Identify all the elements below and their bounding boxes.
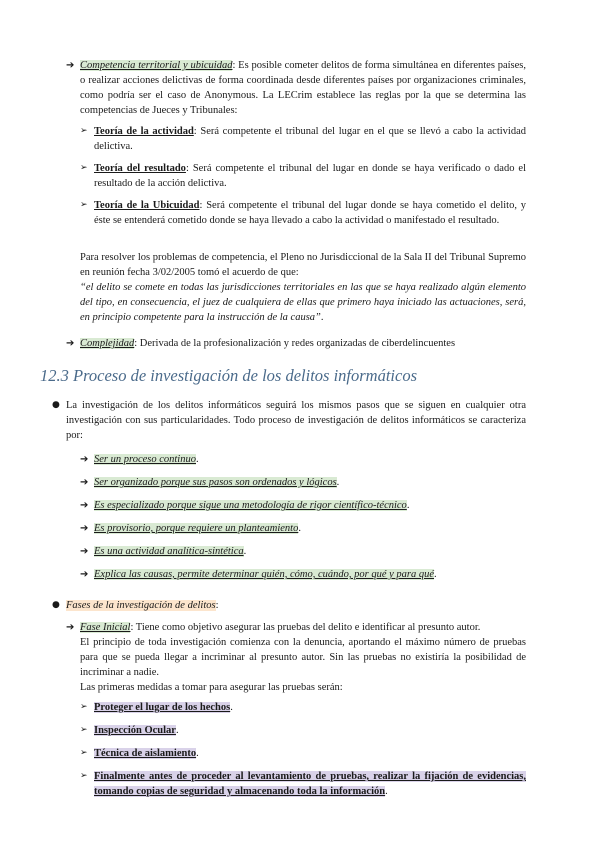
section-heading: 12.3 Proceso de investigación de los delitos informáticos	[40, 366, 418, 385]
caracteristica-text: Es especializado porque sigue una metodología de rigor científico-técnico	[94, 500, 407, 511]
medida-text: Técnica de aislamiento	[94, 748, 197, 759]
caracteristica-text: Ser organizado porque sus pasos son ordenados y lógicos	[94, 477, 337, 488]
fase-inicial-term: Fase Inicial	[80, 622, 131, 633]
period: .	[195, 454, 199, 465]
principio-text: El principio de toda investigación comienza con la denuncia, aportando el máximo número de pruebas para que se pueda llegar a incriminar al presunto autor. Sin las pruebas no existiría la posibilidad de incriminar a nadie.	[80, 637, 526, 678]
arrow-bullet-icon: ➔	[80, 546, 89, 557]
investigacion-text: La investigación de los delitos informáticos seguirá los mismos pasos que se siguen en cualquier otra investigación con sus particularidades. Todo proceso de investigación de delitos informáticos se caracteriza por:	[66, 400, 526, 441]
triangle-bullet-icon: ➢	[80, 200, 88, 210]
triangle-bullet-icon: ➢	[80, 702, 88, 712]
fase-inicial-paragraph	[80, 620, 526, 695]
investigacion-paragraph	[66, 398, 526, 443]
caracteristica-text: Ser un proceso continuo	[94, 454, 196, 465]
pleno-intro: Para resolver los problemas de competencia, el Pleno no Jurisdiccional de la Sala II del Tribunal Supremo en reunión fecha 3/02/2005 tomó el acuerdo de que:	[80, 252, 526, 278]
teoria-term: Teoría del resultado	[94, 163, 186, 174]
caracteristica-item	[94, 544, 526, 559]
fases-title: Fases de la investigación de delitos	[66, 600, 216, 611]
arrow-bullet-icon: ➔	[66, 338, 75, 349]
caracteristica-item	[94, 521, 526, 536]
triangle-bullet-icon: ➢	[80, 725, 88, 735]
medida-item	[94, 700, 526, 715]
medida-item	[94, 769, 526, 799]
competencia-term: Competencia territorial y ubicuidad	[80, 60, 233, 71]
period: .	[385, 786, 388, 797]
period: .	[175, 725, 179, 736]
arrow-bullet-icon: ➔	[80, 500, 89, 511]
medida-text: Finalmente antes de proceder al levantamiento de pruebas, realizar la fijación de evidencias, tomando copias de seguridad y almacenando toda la información	[94, 771, 526, 797]
triangle-bullet-icon: ➢	[80, 126, 88, 136]
fase-inicial-text: : Tiene como objetivo asegurar las pruebas del delito e identificar al presunto autor.	[130, 622, 481, 633]
teoria-actividad	[94, 124, 526, 154]
complejidad-paragraph	[80, 336, 526, 351]
arrow-bullet-icon: ➔	[80, 569, 89, 580]
triangle-bullet-icon: ➢	[80, 771, 88, 781]
caracteristica-text: Es provisorio, porque requiere un planteamiento	[94, 523, 299, 534]
medida-item	[94, 746, 526, 761]
teoria-term: Teoría de la Ubicuidad	[94, 200, 200, 211]
fases-colon: :	[215, 600, 219, 611]
arrow-bullet-icon: ➔	[80, 477, 89, 488]
period: .	[230, 702, 233, 713]
teoria-term: Teoría de la actividad	[94, 126, 194, 137]
arrow-bullet-icon: ➔	[80, 523, 89, 534]
bullet-icon: ●	[52, 600, 60, 610]
caracteristica-item	[94, 452, 526, 467]
competencia-paragraph	[80, 58, 526, 118]
arrow-bullet-icon: ➔	[66, 622, 75, 633]
triangle-bullet-icon: ➢	[80, 748, 88, 758]
pleno-quote: “el delito se comete en todas las jurisdicciones territoriales en las que se haya realizado algún elemento del tipo, en consecuencia, el juez de cualquiera de ellas que primero haya iniciado las actuaciones, será, en principio competente para la instrucción de la causa”	[80, 282, 526, 323]
teoria-resultado	[94, 161, 526, 191]
complejidad-text: : Derivada de la profesionalización y redes organizadas de ciberdelincuentes	[134, 338, 456, 349]
medida-item	[94, 723, 526, 738]
arrow-bullet-icon: ➔	[66, 60, 75, 71]
medidas-text: Las primeras medidas a tomar para asegurar las pruebas serán:	[80, 682, 343, 693]
arrow-bullet-icon: ➔	[80, 454, 89, 465]
period: .	[298, 523, 301, 534]
complejidad-term: Complejidad	[80, 338, 135, 349]
competencia-text: : Es posible cometer delitos de forma simultánea en diferentes países, o realizar acciones delictivas de forma coordinada desde diferentes países por organizaciones criminales, como podría ser el caso de Anonymous. La LECrim establece las reglas por la que se determina las competencias de Jueces y Tribunales:	[80, 60, 527, 116]
bullet-icon: ●	[52, 400, 60, 410]
pleno-paragraph	[80, 250, 526, 325]
caracteristica-item	[94, 567, 526, 582]
teoria-text: : Será competente el tribunal del lugar en el que se llevó a cabo la actividad delictiva.	[94, 126, 526, 152]
medida-text: Proteger el lugar de los hechos	[94, 702, 231, 713]
period: .	[434, 569, 437, 580]
caracteristica-text: Es una actividad analítica-sintética	[94, 546, 244, 557]
period: .	[196, 748, 199, 759]
period: .	[243, 546, 247, 557]
teoria-text: : Será competente el tribunal del lugar donde se haya cometido el delito, y éste se entenderá cometido donde se haya llevado a cabo la actividad o manifestado el resultado.	[94, 200, 526, 226]
teoria-ubicuidad	[94, 198, 526, 228]
triangle-bullet-icon: ➢	[80, 163, 88, 173]
caracteristica-text: Explica las causas, permite determinar quién, cómo, cuándo, por qué y para qué	[94, 569, 435, 580]
fases-heading	[66, 598, 526, 613]
period: .	[336, 477, 340, 488]
caracteristica-item	[94, 475, 526, 490]
caracteristica-item	[94, 498, 526, 513]
pleno-end: .	[320, 312, 324, 323]
period: .	[406, 500, 410, 511]
teoria-text: : Será competente el tribunal del lugar en donde se haya verificado o dado el resultado de la acción delictiva.	[94, 163, 526, 189]
medida-text: Inspección Ocular	[94, 725, 176, 736]
